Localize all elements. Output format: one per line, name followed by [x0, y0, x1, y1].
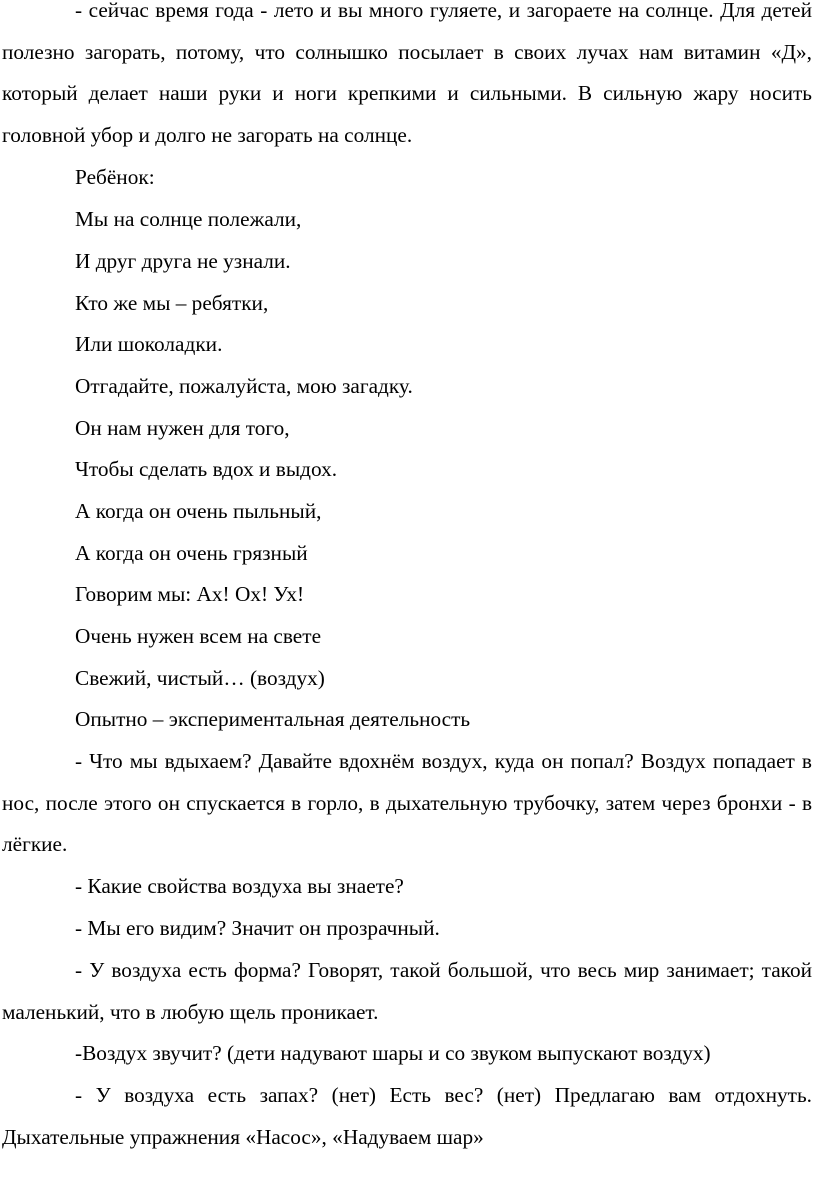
poem-line: Или шоколадки.	[75, 332, 223, 356]
poem-line: Кто же мы – ребятки,	[75, 291, 269, 315]
intro-paragraph: - сейчас время года - лето и вы много гуляете, и загораете на солнце. Для детей полезно загорать, потому, что солнышко посылает в своих лучах нам витамин «Д», который делает наши руки и ноги крепкими и сильными. В сильную жару носить головной убор и долго не загорать на солнце.	[2, 0, 812, 147]
riddle-line: Он нам нужен для того,	[75, 416, 290, 440]
question-properties: - Какие свойства воздуха вы знаете?	[75, 874, 404, 898]
riddle-intro-line: Отгадайте, пожалуйста, мою загадку.	[75, 374, 413, 398]
riddle-line: Чтобы сделать вдох и выдох.	[75, 457, 338, 481]
section-heading: Опытно – экспериментальная деятельность	[75, 707, 471, 731]
form-paragraph: - У воздуха есть форма? Говорят, такой большой, что весь мир занимает; такой маленький, что в любую щель проникает.	[2, 958, 812, 1024]
poem-line: Мы на солнце полежали,	[75, 207, 302, 231]
question-sound: -Воздух звучит? (дети надувают шары и со звуком выпускают воздух)	[75, 1041, 711, 1065]
poem-line: И друг друга не узнали.	[75, 249, 291, 273]
riddle-line: Очень нужен всем на свете	[75, 624, 322, 648]
riddle-line: А когда он очень грязный	[75, 541, 308, 565]
poem-line: Ребёнок:	[75, 165, 155, 189]
question-see: - Мы его видим? Значит он прозрачный.	[75, 916, 440, 940]
riddle-answer-line: Свежий, чистый… (воздух)	[75, 666, 325, 690]
smell-paragraph: - У воздуха есть запах? (нет) Есть вес? (нет) Предлагаю вам отдохнуть. Дыхательные упражнения «Насос», «Надуваем шар»	[2, 1083, 812, 1149]
riddle-line: Говорим мы: Ах! Ох! Ух!	[75, 582, 305, 606]
riddle-line: А когда он очень пыльный,	[75, 499, 322, 523]
breath-paragraph: - Что мы вдыхаем? Давайте вдохнём воздух, куда он попал? Воздух попадает в нос, после этого он спускается в горло, в дыхательную трубочку, затем через бронхи - в лёгкие.	[2, 749, 812, 857]
